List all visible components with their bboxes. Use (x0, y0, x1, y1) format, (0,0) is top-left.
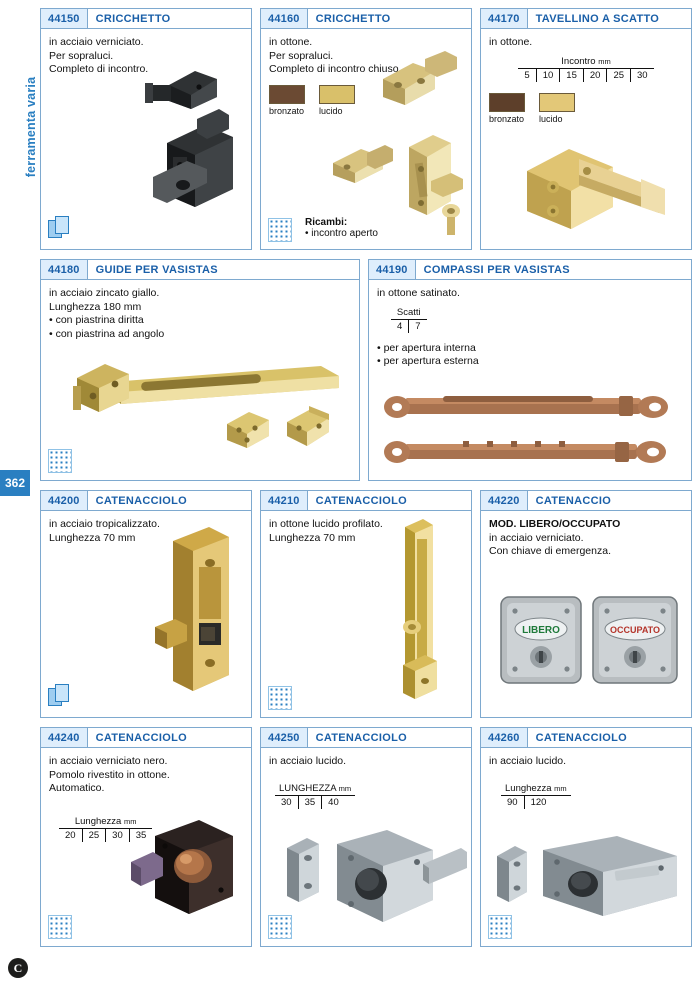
product-illustration-44160-angle (327, 139, 397, 199)
product-illustration-44210 (379, 515, 459, 705)
product-code: 44240 (41, 728, 88, 747)
size-table-caption: LUNGHEZZA mm (275, 783, 355, 796)
catalog-row-1 (40, 8, 692, 250)
product-title: CRICCHETTO (315, 12, 391, 25)
svg-text:LIBERO: LIBERO (522, 625, 560, 636)
product-icon (48, 684, 70, 710)
product-title: CATENACCIOLO (535, 731, 627, 744)
size-table-44190 (391, 307, 427, 333)
category-label: ferramenta varia (24, 76, 38, 178)
swatch-color (539, 93, 575, 112)
size-value: 90 (501, 796, 525, 809)
size-table-values (518, 69, 653, 82)
swatch-color (319, 85, 355, 104)
spare-parts-block (305, 217, 378, 239)
card-body (369, 280, 691, 369)
swatch-lucido (539, 93, 575, 124)
size-table-44250 (275, 783, 355, 809)
product-description: in acciaio lucido. (269, 755, 347, 767)
swatch-label: lucido (539, 113, 563, 124)
product-description: in ottone lucido profilato. Lunghezza 70 mm (269, 518, 383, 544)
publisher-logo: C (8, 958, 28, 978)
product-illustration-44160-bolt (393, 129, 471, 239)
product-illustration-44150 (133, 57, 252, 227)
card-header (261, 491, 471, 511)
product-illustration-44250 (275, 830, 467, 934)
product-code: 44260 (481, 728, 528, 747)
catalog-sheet (40, 8, 692, 956)
size-table-44170 (518, 56, 653, 82)
product-illustration-44260 (491, 834, 691, 930)
size-table-caption: Lunghezza mm (59, 816, 152, 829)
pattern-icon (268, 686, 292, 710)
product-illustration-44190-a (383, 388, 679, 428)
product-description: in acciaio tropicalizzato. Lunghezza 70 mm (49, 518, 160, 544)
product-illustration-44200 (153, 523, 252, 713)
product-title: CATENACCIOLO (315, 494, 407, 507)
card-header (261, 728, 471, 748)
product-code: 44150 (41, 9, 88, 28)
swatch-bronzato (489, 93, 525, 124)
product-title: TAVELLINO A SCATTO (535, 12, 660, 25)
size-value: 7 (415, 320, 421, 332)
swatch-color (489, 93, 525, 112)
product-description: in acciaio zincato giallo. Lunghezza 180 mm • con piastrina diritta • con piastrina ad angolo (49, 287, 165, 340)
product-card-44170[interactable] (480, 8, 692, 250)
product-card-44210[interactable] (260, 490, 472, 718)
left-spine (0, 0, 38, 990)
product-icon (48, 216, 70, 242)
product-illustration-44240 (129, 814, 251, 934)
swatch-label: bronzato (269, 105, 305, 116)
page-number-tab: 362 (0, 470, 30, 496)
card-header (41, 9, 251, 29)
product-description: in ottone satinato. (377, 287, 460, 299)
card-header (481, 728, 691, 748)
card-body (261, 748, 471, 810)
product-code: 44250 (261, 728, 308, 747)
card-header (41, 491, 251, 511)
product-title: CATENACCIOLO (95, 731, 187, 744)
product-illustration-44190-b (383, 432, 679, 472)
product-card-44160[interactable] (260, 8, 472, 250)
product-code: 44160 (261, 9, 308, 28)
size-value: 20 (584, 69, 608, 82)
product-title: CATENACCIOLO (315, 731, 407, 744)
size-value: 30 (106, 829, 130, 842)
size-table-values (501, 796, 571, 809)
size-table-values (275, 796, 355, 809)
size-table-caption: Incontro mm (518, 56, 653, 69)
product-description: in acciaio verniciato nero. Pomolo rivestito in ottone. Automatico. (49, 755, 170, 794)
catalog-row-2 (40, 259, 692, 481)
size-table-44260 (501, 783, 571, 809)
product-illustration-44180 (71, 352, 351, 462)
product-card-44220[interactable] (480, 490, 692, 718)
product-illustration-44170 (509, 137, 679, 245)
product-description: MOD. LIBERO/OCCUPATO in acciaio verniciato. Con chiave di emergenza. (489, 518, 621, 557)
product-card-44260[interactable] (480, 727, 692, 947)
size-value: 20 (59, 829, 83, 842)
size-value: 5 (518, 69, 536, 82)
product-description: in ottone. Per sopraluci. Completo di incontro chiuso. (269, 36, 402, 75)
product-description: in ottone. (489, 36, 533, 48)
size-value: 30 (275, 796, 299, 809)
product-card-44240[interactable] (40, 727, 252, 947)
product-card-44150[interactable] (40, 8, 252, 250)
card-header (41, 260, 359, 280)
product-title: COMPASSI PER VASISTAS (423, 263, 570, 276)
card-body (481, 29, 691, 124)
card-header (369, 260, 691, 280)
card-body (481, 748, 691, 810)
product-code: 44200 (41, 491, 88, 510)
size-value: 35 (299, 796, 323, 809)
swatch-lucido (319, 85, 355, 116)
size-value: 40 (328, 796, 339, 808)
swatch-bronzato (269, 85, 305, 116)
product-code: 44210 (261, 491, 308, 510)
spare-parts-item: • incontro aperto (305, 228, 378, 239)
pattern-icon (48, 449, 72, 473)
size-value: 120 (530, 796, 547, 808)
size-table-caption: Scatti (391, 307, 427, 320)
svg-text:OCCUPATO: OCCUPATO (609, 625, 661, 635)
product-code: 44170 (481, 9, 528, 28)
product-card-44180[interactable] (40, 259, 360, 481)
card-body (41, 280, 359, 341)
swatch-label: bronzato (489, 113, 525, 124)
product-illustration-44220 (495, 587, 685, 697)
product-description: in acciaio verniciato. Per sopraluci. Completo di incontro. (49, 36, 149, 75)
card-body (481, 511, 691, 559)
size-value: 10 (537, 69, 561, 82)
size-table-caption: Lunghezza mm (501, 783, 571, 796)
product-title: CATENACCIOLO (95, 494, 187, 507)
card-header (41, 728, 251, 748)
catalog-row-4 (40, 727, 692, 947)
catalog-row-3 (40, 490, 692, 718)
product-code: 44190 (369, 260, 416, 279)
product-card-44250[interactable] (260, 727, 472, 947)
size-value: 25 (607, 69, 631, 82)
product-description: in acciaio lucido. (489, 755, 567, 767)
size-value: 25 (83, 829, 107, 842)
spare-parts-title: Ricambi: (305, 217, 348, 228)
finish-swatches (489, 93, 683, 124)
pattern-icon (268, 915, 292, 939)
size-value: 4 (391, 320, 409, 333)
swatch-color (269, 85, 305, 104)
card-header (261, 9, 471, 29)
card-header (481, 491, 691, 511)
product-title: GUIDE PER VASISTAS (95, 263, 218, 276)
swatch-label: lucido (319, 105, 343, 116)
size-value: 30 (637, 69, 648, 81)
size-value: 35 (135, 829, 147, 841)
pattern-icon (48, 915, 72, 939)
product-title: CRICCHETTO (95, 12, 171, 25)
product-card-44190[interactable] (368, 259, 692, 481)
card-header (481, 9, 691, 29)
product-card-44200[interactable] (40, 490, 252, 718)
feature-bullets: • per apertura interna • per apertura esterna (377, 341, 479, 367)
product-code: 44220 (481, 491, 528, 510)
product-code: 44180 (41, 260, 88, 279)
pattern-icon (488, 915, 512, 939)
pattern-icon (268, 218, 292, 242)
product-title: CATENACCIO (535, 494, 612, 507)
size-value: 15 (560, 69, 584, 82)
product-illustration-44160-keep (373, 49, 465, 119)
size-table-values (391, 320, 427, 333)
